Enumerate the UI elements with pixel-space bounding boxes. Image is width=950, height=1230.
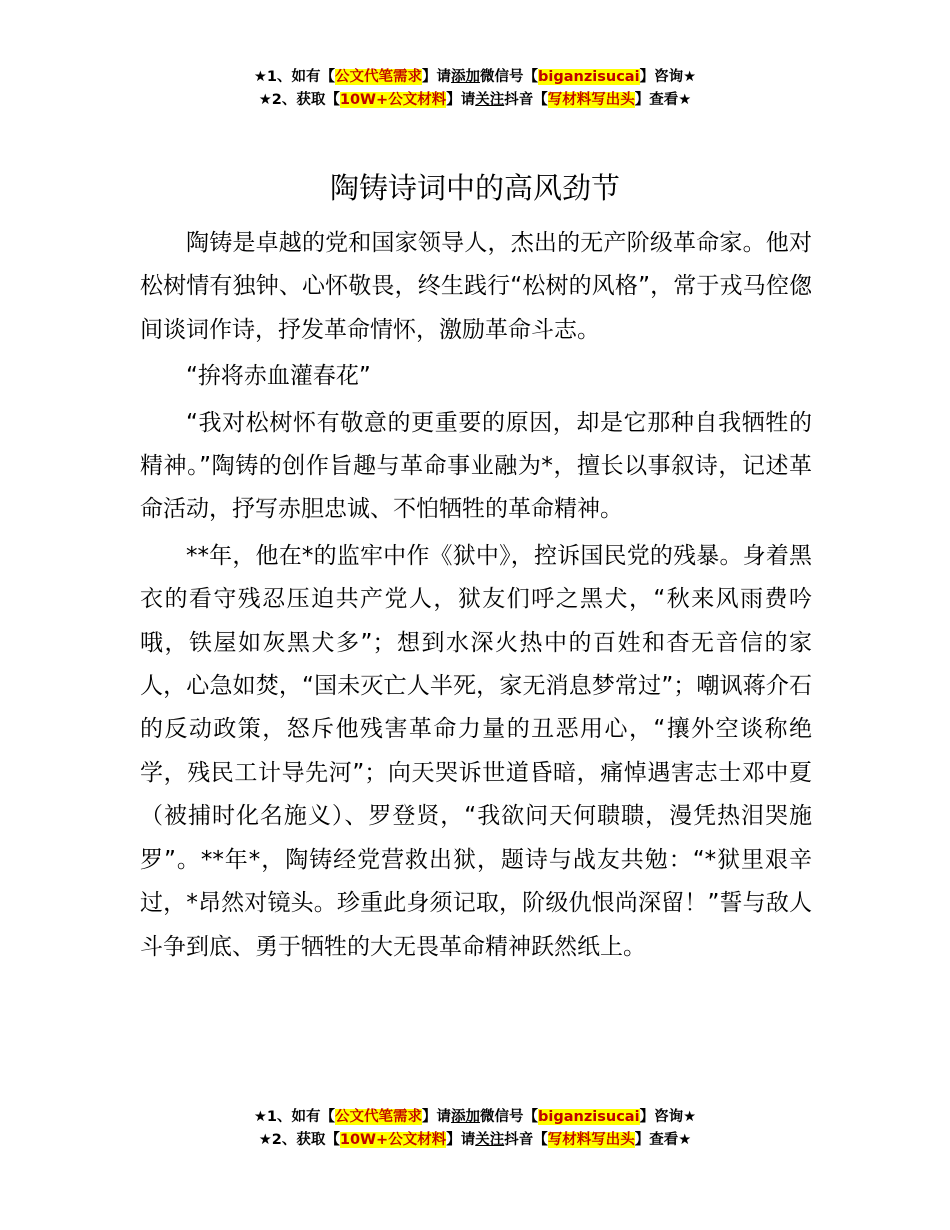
banner-underlined: 添加 [451, 1109, 481, 1125]
banner-line-1 [0, 1106, 950, 1129]
banner-line-2 [0, 1129, 950, 1152]
banner-text: ★2、获取【 [258, 1132, 340, 1148]
header-banner [0, 66, 950, 112]
banner-text: 】请 [422, 1109, 452, 1125]
banner-text: 】请 [446, 1132, 476, 1148]
banner-highlight: 公文代笔需求 [335, 69, 423, 85]
banner-line-1 [0, 66, 950, 89]
banner-text: 】咨询★ [639, 1109, 697, 1125]
banner-text: 微信号【 [480, 1109, 539, 1125]
banner-text: 】请 [446, 92, 476, 108]
banner-text: ★1、如有【 [253, 1109, 336, 1125]
banner-line-2 [0, 89, 950, 112]
banner-highlight: 10W+公文材料 [339, 1132, 447, 1148]
banner-underlined: 关注 [475, 1132, 505, 1148]
douyin-highlight: 写材料写出头 [547, 1132, 635, 1148]
douyin-highlight: 写材料写出头 [547, 92, 635, 108]
paragraph: “我对松树怀有敬意的更重要的原因，却是它那种自我牺牲的精神。”陶铸的创作旨趣与革命事业融为*，擅长以事叙诗，记述革命活动，抒写赤胆忠诚、不怕牺牲的革命精神。 [140, 409, 812, 523]
banner-highlight: 10W+公文材料 [339, 92, 447, 108]
article-body [140, 222, 812, 969]
banner-text: 抖音【 [504, 92, 548, 108]
banner-text: 微信号【 [480, 69, 539, 85]
banner-text: 】查看★ [634, 92, 692, 108]
wechat-id-highlight: biganzisucai [538, 1109, 640, 1125]
banner-text: ★1、如有【 [253, 69, 336, 85]
paragraph: 陶铸是卓越的党和国家领导人，杰出的无产阶级革命家。他对松树情有独钟、心怀敬畏，终生践行“松树的风格”，常于戎马倥偬间谈词作诗，抒发革命情怀，激励革命斗志。 [140, 230, 812, 343]
banner-text: 】查看★ [634, 1132, 692, 1148]
banner-text: 抖音【 [504, 1132, 548, 1148]
banner-text: 】请 [422, 69, 452, 85]
banner-underlined: 关注 [475, 92, 505, 108]
banner-underlined: 添加 [451, 69, 481, 85]
paragraph: **年，他在*的监牢中作《狱中》，控诉国民党的残暴。身着黑衣的看守残忍压迫共产党人，狱友们呼之黑犬，“秋来风雨费吟哦，铁屋如灰黑犬多”；想到水深火热中的百姓和杳无音信的家人，心急如焚，“国未灭亡人半死，家无消息梦常过”；嘲讽蒋介石的反动政策，怒斥他残害革命力量的丑恶用心，“攘外空谈称绝学，残民工计导先河”；向天哭诉世道昏暗，痛悼遇害志士邓中夏（被捕时化名施义）、罗登贤，“我欲问天何聩聩，漫凭热泪哭施罗”。**年*，陶铸经党营救出狱，题诗与战友共勉：“*狱里艰辛过，*昂然对镜头。珍重此身须记取，阶级仇恨尚深留！”誓与敌人斗争到底、勇于牺牲的大无畏革命精神跃然纸上。 [140, 542, 812, 960]
section-heading: “拚将赤血灌春花” [186, 363, 371, 390]
banner-text: ★2、获取【 [258, 92, 340, 108]
wechat-id-highlight: biganzisucai [538, 69, 640, 85]
banner-highlight: 公文代笔需求 [335, 1109, 423, 1125]
footer-banner [0, 1106, 950, 1152]
page-title: 陶铸诗词中的高风劲节 [329, 171, 620, 205]
banner-text: 】咨询★ [639, 69, 697, 85]
